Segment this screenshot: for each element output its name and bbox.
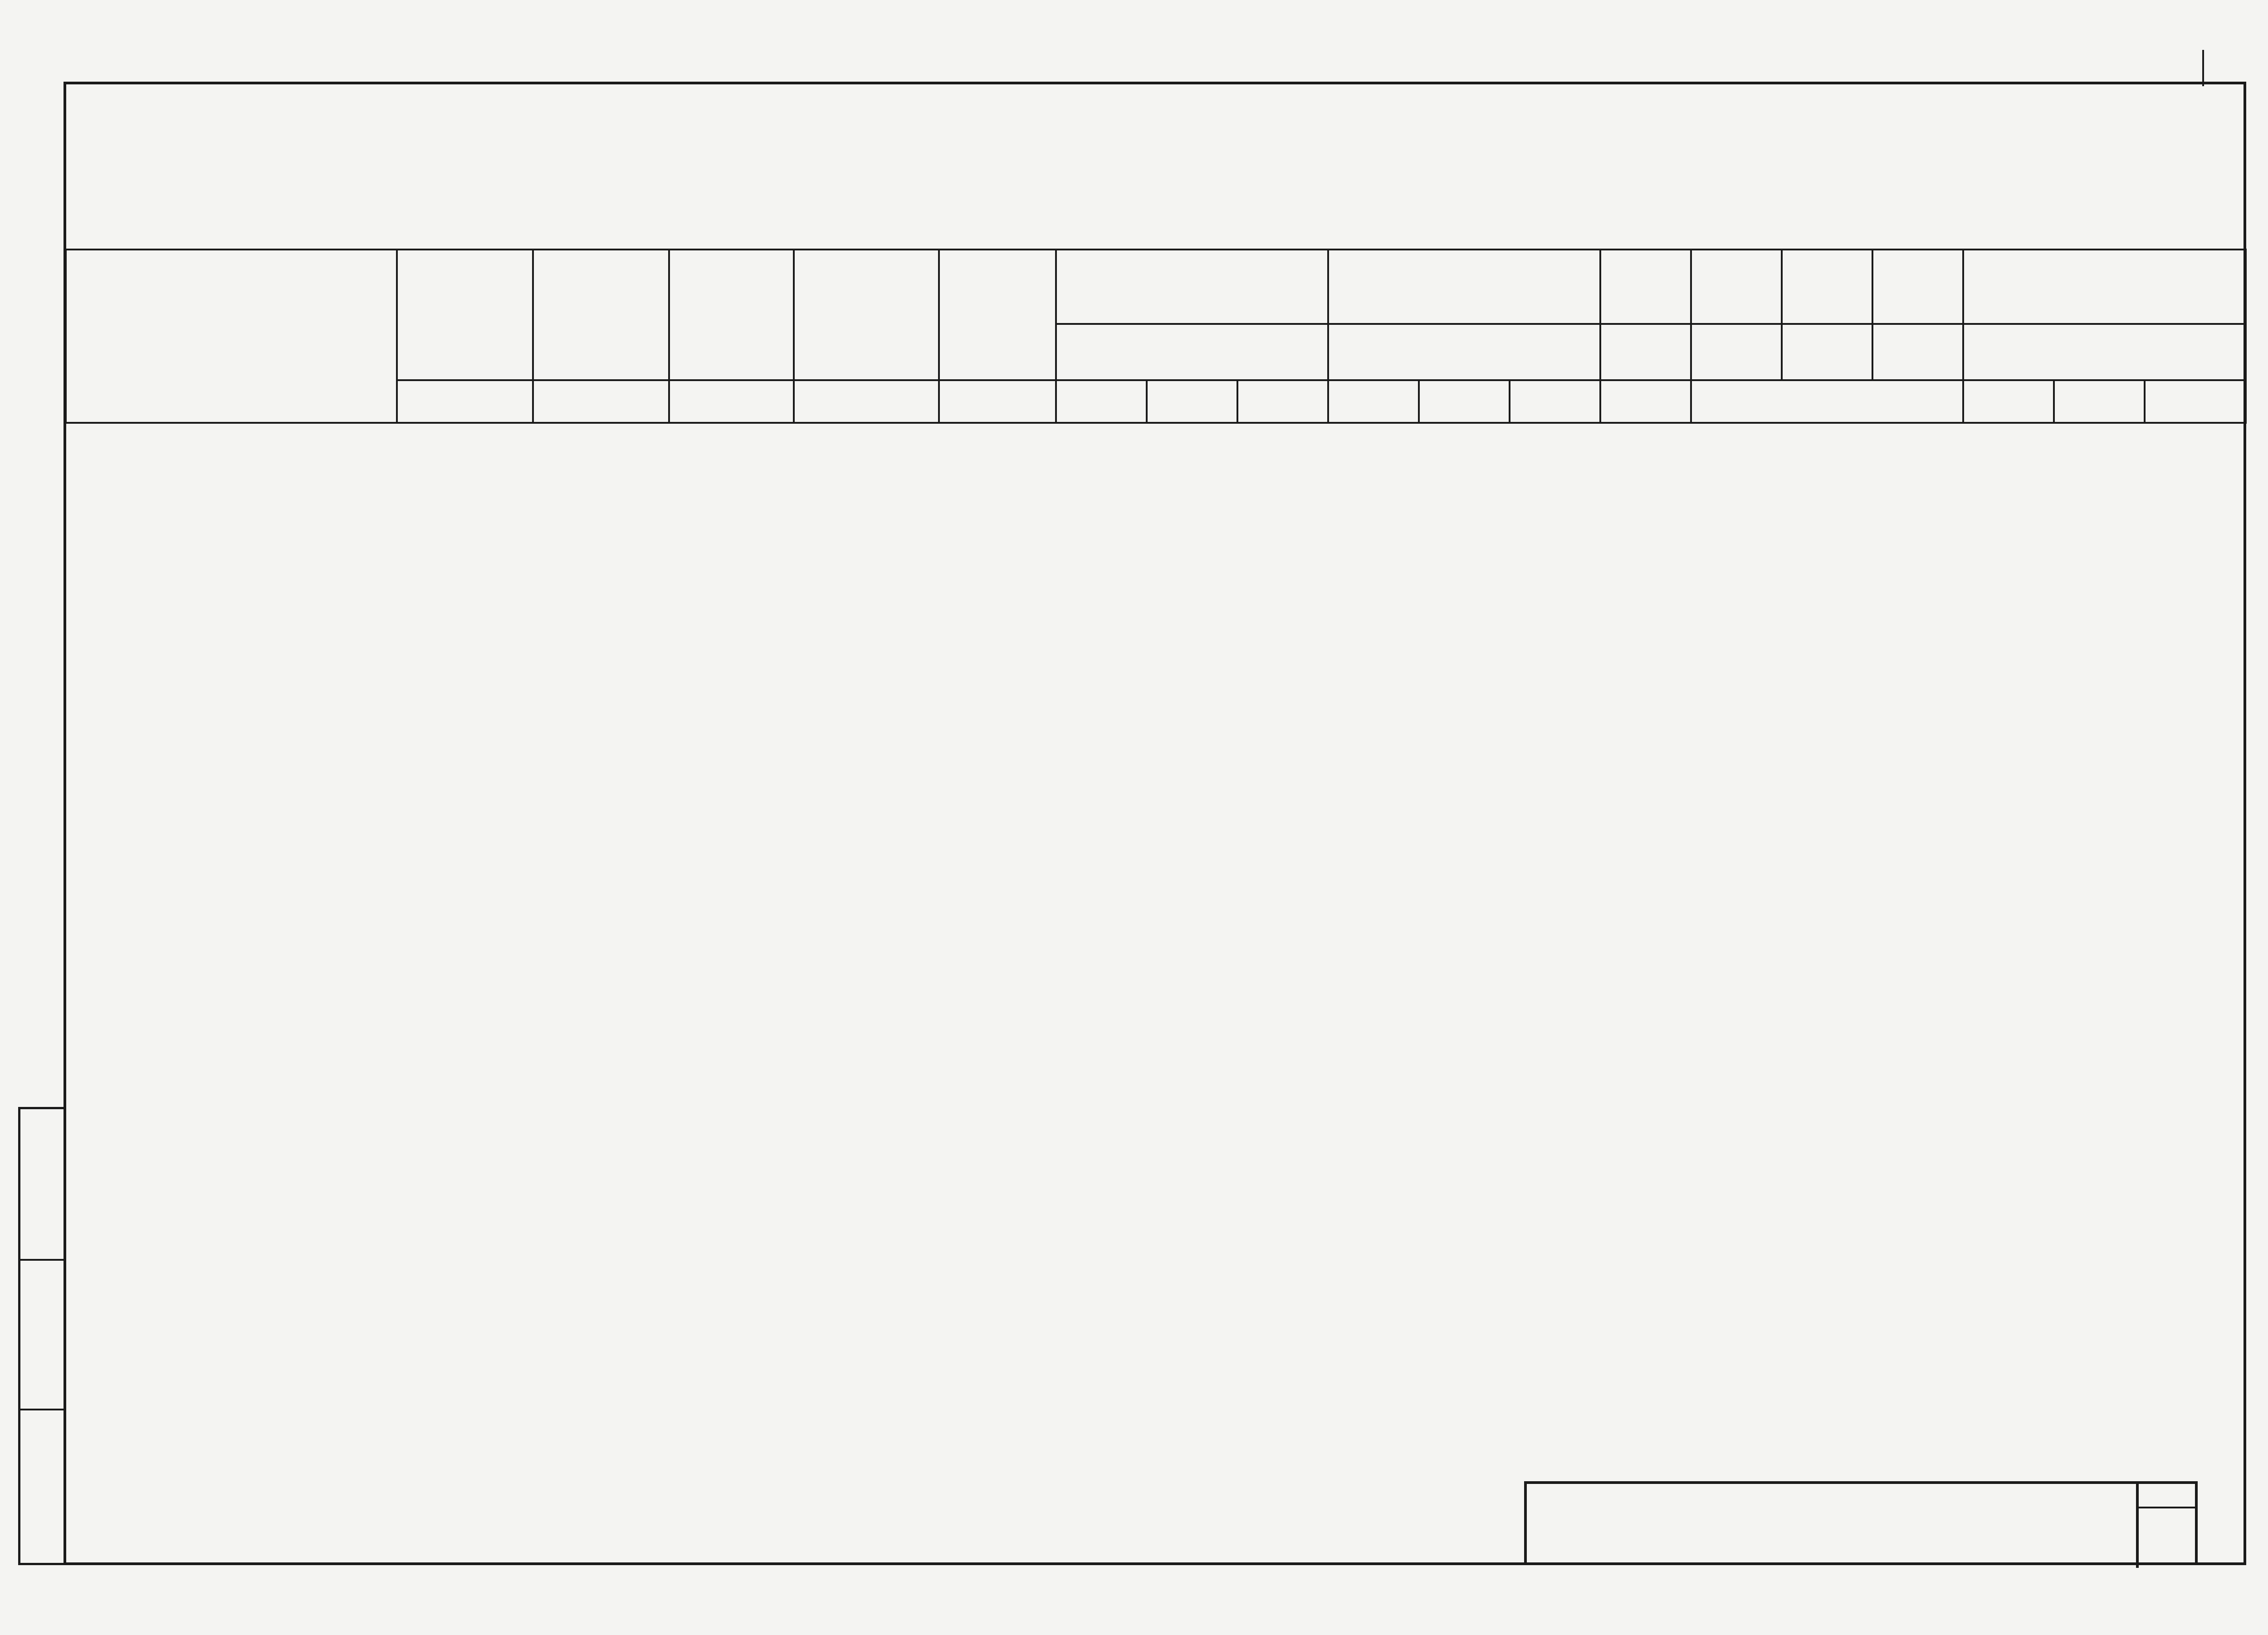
header-tv-2 — [1147, 380, 1237, 423]
header-phi-5 — [1782, 324, 1872, 380]
header-mortar-lambda — [533, 380, 669, 423]
header-dt-5 — [1782, 250, 1872, 324]
header-tv-8 — [1691, 380, 1963, 423]
header-dt-4 — [1691, 250, 1782, 324]
corner-tick — [2202, 50, 2204, 86]
header-sketch — [66, 250, 397, 423]
header-tv-4 — [1328, 380, 1419, 423]
header-tv-3 — [1237, 380, 1328, 423]
header-resistance — [794, 250, 939, 380]
header-inertia — [939, 250, 1056, 380]
header-dt-6 — [1872, 250, 1963, 324]
header-phi-6 — [1872, 324, 1963, 380]
header-dt-1 — [1056, 250, 1328, 324]
sheet-number-box — [2136, 1484, 2195, 1568]
header-phi-1 — [1056, 324, 1328, 380]
title-stamp — [1524, 1481, 2198, 1565]
header-tv-1 — [1056, 380, 1147, 423]
header-dt-2 — [1328, 250, 1600, 324]
header-dt-7 — [1963, 250, 2246, 324]
header-inertia-blank — [939, 380, 1056, 423]
header-phi-4 — [1691, 324, 1782, 380]
header-phi-2 — [1328, 324, 1600, 380]
header-tv-7 — [1600, 380, 1691, 423]
header-resistance-unit — [794, 380, 939, 423]
temperature-limits-table — [65, 249, 2247, 424]
header-phi-7 — [1963, 324, 2246, 380]
header-mortar — [533, 250, 669, 380]
header-thickness-unit — [669, 380, 794, 423]
header-phi-3 — [1600, 324, 1691, 380]
header-tv-10 — [2054, 380, 2145, 423]
header-thickness — [669, 250, 794, 380]
header-tv-5 — [1419, 380, 1510, 423]
header-concrete — [397, 250, 533, 380]
header-dt-3 — [1600, 250, 1691, 324]
binding-strip — [18, 1107, 64, 1565]
header-tv-6 — [1510, 380, 1600, 423]
header-tv-9 — [1963, 380, 2054, 423]
header-tv-11 — [2145, 380, 2246, 423]
header-concrete-lambda — [397, 380, 533, 423]
header-row-1 — [66, 250, 2246, 324]
